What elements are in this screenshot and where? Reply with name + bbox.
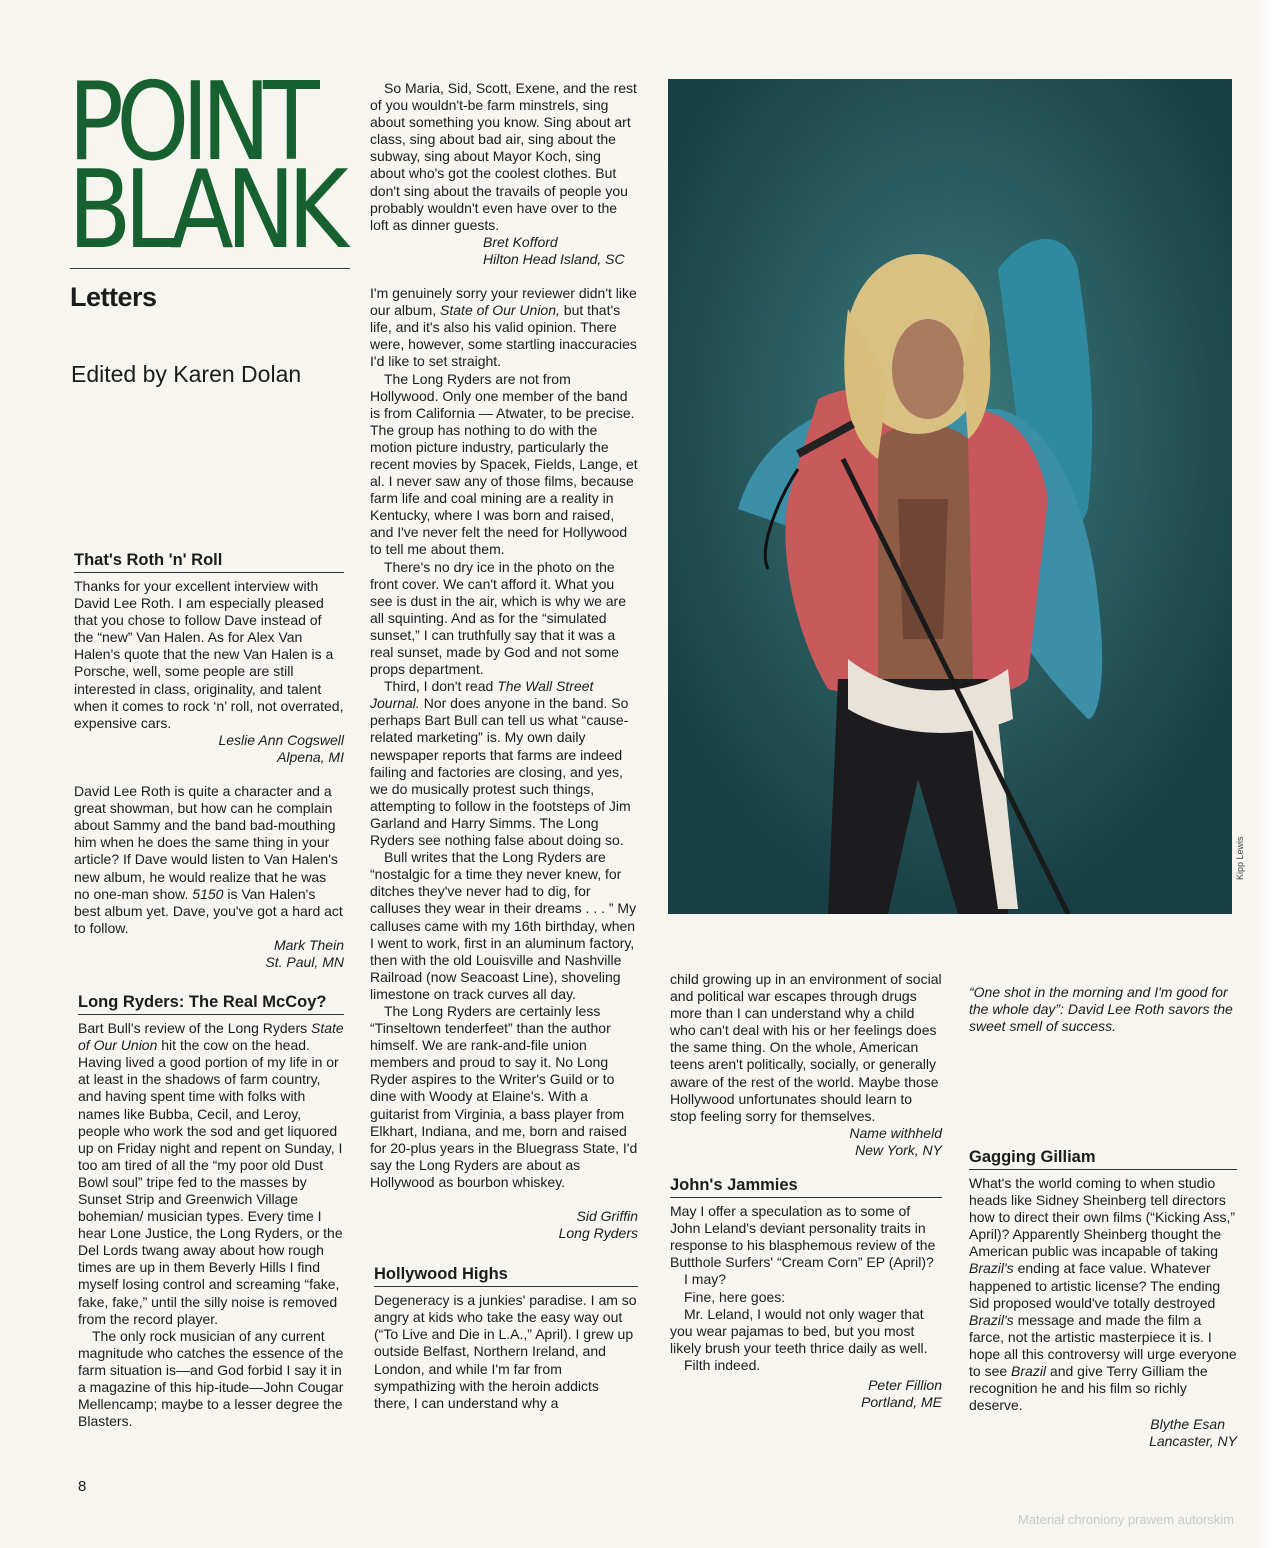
letter-heading: Long Ryders: The Real McCoy? xyxy=(78,992,344,1015)
signature-place: Hilton Head Island, SC xyxy=(483,250,625,267)
copyright-watermark: Materiał chroniony prawem autorskim xyxy=(1018,1512,1235,1527)
letter-paragraph: The Long Ryders are certainly less “Tinseltown tenderfeet” than the author himself. We are rank-and-file union members and proud to say it. No Long Ryder aspires to the Writer's Guild or to dine with Woody at Elaine's. With a guitarist from Virginia, a bass player from Elkhart, Indiana, and me, born and raised for 20-plus years in the Bluegrass State, I'd say the Long Ryders are about as Hollywood as bourbon whiskey. xyxy=(370,1002,638,1190)
signature-name: Blythe Esan xyxy=(1150,1416,1225,1433)
letter-paragraph: Bull writes that the Long Ryders are “nostalgic for a time they never knew, for ditches they've never had to dig, for calluses they wear in their dreams . . . ” My calluses came with my 16th birthday, when I went to work, first in an aluminum factory, then with the old Louisville and Nashville Railroad (now Seacoast Line), shoveling limestone on track curves all day. xyxy=(370,849,637,1002)
signature-place: Alpena, MI xyxy=(277,748,344,765)
editor-credit: Edited by Karen Dolan xyxy=(71,361,302,387)
signature-name: Peter Fillion xyxy=(868,1376,942,1393)
column-2 xyxy=(370,80,638,1412)
signature-name: Sid Griffin xyxy=(576,1208,638,1224)
letter-body: Bart Bull's review of the Long Ryders State of Our Union hit the cow on the head. Having lived a good portion of my life in or at least in the shadows of farm country, and having spent time with folks with names like Bubba, Cecil, and Leroy, people who work the sod and get liquored up on Friday night and repent on Sunday, I too am tired of all the “my poor old Dust Bowl soul” tripe fed to the masses by Sunset Strip and Greenwich Village bohemian/ musician types. Every time I hear Lone Justice, the Long Ryders, or the Del Lords twang away about how rough times are up in them Beverly Hills I find myself losing control and screaming “fake, fake, fake,” until the silly noise is removed from the record player. xyxy=(78,1020,344,1327)
title-point: POINT xyxy=(68,60,313,185)
title-blank: BLANK xyxy=(68,148,341,273)
letter-paragraph: There's no dry ice in the photo on the front cover. We can't afford it. What you see is dust in the air, which is why we are all squinting. And as for the “simulated sunset,” I can truthfully say that it was a real sunset, made by God and not some props department. xyxy=(370,558,627,678)
photo-caption: “One shot in the morning and I'm good for the whole day”: David Lee Roth savors the sweet smell of success. xyxy=(969,984,1233,1035)
letter-paragraph: The only rock musician of any current magnitude who catches the essence of the farm situation is—and God forbid I say it in a magazine of this hip-itude—John Cougar Mellencamp; maybe to a lesser degree the Blasters. xyxy=(78,1327,344,1430)
signature-place: Lancaster, NY xyxy=(1149,1433,1237,1450)
letter-body: David Lee Roth is quite a character and a great showman, but how can he complain about Sammy and the band bad-mouthing him when he does the same thing in your article? If Dave would listen to Van Halen's new album, he would realize that he was no one-man show. 5150 is Van Halen's best album yet. Dave, you've got a hard act to follow. xyxy=(74,783,343,936)
signature-place: Portland, ME xyxy=(861,1394,942,1411)
letter-heading: That's Roth 'n' Roll xyxy=(74,550,344,573)
signature-place: Long Ryders xyxy=(558,1225,638,1242)
letter-heading: Hollywood Highs xyxy=(374,1264,638,1287)
column-4 xyxy=(969,1147,1237,1451)
signature-name: Leslie Ann Cogswell xyxy=(218,731,344,748)
letter-body: child growing up in an environment of social and political war escapes through drugs more than I can understand why a child who can't deal with his or her feelings does the same thing. On the whole, American teens aren't politically, socially, or generally aware of the rest of the world. Maybe those Hollywood unfortunates should learn to stop feeling sorry for themselves. xyxy=(670,971,942,1124)
letter-heading: Gagging Gilliam xyxy=(969,1147,1237,1170)
signature-place: St. Paul, MN xyxy=(265,953,344,970)
letter-paragraph: The Long Ryders are not from Hollywood. Only one member of the band is from California — Atwater, to be precise. The group has nothing to do with the motion picture industry, particularly the recent movies by Spacek, Fields, Lange, et al. I never saw any of those films, because farm life and coal mining are a reality in Kentucky, where I was born and raised, and I've never felt the need for Hollywood to tell me about them. xyxy=(370,370,638,558)
letter-paragraph: Filth indeed. xyxy=(684,1356,761,1373)
letter-body: Degeneracy is a junkies' paradise. I am so angry at kids who take the easy way out (“To Live and Die in L.A.,” April). I grew up outside Belfast, Northern Ireland, and London, and while I'm far from sympathizing with the heroin addicts there, I can understand why a xyxy=(374,1292,637,1411)
photo-credit: Kipp Lewis xyxy=(1235,836,1245,880)
concert-photo xyxy=(668,79,1232,914)
letter-body: What's the world coming to when studio heads like Sidney Sheinberg tell directors how to direct their own films (“Kicking Ass,” April)? Apparently Sheinberg thought the American public was incapable of taking Brazil's ending at face value. Whatever happened to artistic license? The ending Sid proposed would've totally destroyed Brazil's message and made the film a farce, not the artistic masterpiece it is. I hope all this controversy will urge everyone to see Brazil and give Terry Gilliam the recognition he and his film so richly deserve. xyxy=(969,1175,1237,1414)
letter-heading: John's Jammies xyxy=(670,1175,942,1198)
singer-illustration xyxy=(668,79,1232,914)
signature-place: New York, NY xyxy=(855,1141,942,1158)
page-edge xyxy=(1254,0,1280,1548)
column-3 xyxy=(670,971,942,1411)
letter-body: Thanks for your excellent interview with David Lee Roth. I am especially pleased that you chose to follow Dave instead of the “new” Van Halen. As for Alex Van Halen's quote that the new Van Halen is a Porsche, well, some people are still interested in class, originality, and talent when it comes to rock ‘n’ roll, not overrated, expensive cars. xyxy=(74,578,344,731)
signature-name: Name withheld xyxy=(849,1124,942,1141)
title-rule xyxy=(70,268,350,269)
letter-paragraph: Fine, here goes: xyxy=(684,1288,786,1305)
page-number: 8 xyxy=(78,1478,87,1495)
letter-paragraph: I may? xyxy=(684,1271,727,1288)
letter-body: I'm genuinely sorry your reviewer didn't like our album, State of Our Union, but that's life, and it's also his valid opinion. There were, however, some startling inaccuracies I'd like to set straight. xyxy=(370,285,637,370)
column-1 xyxy=(74,550,344,1430)
letter-paragraph: So Maria, Sid, Scott, Exene, and the rest of you wouldn't-be farm minstrels, sing about something you know. Sing about art class, sing about bad air, sing about the subway, sing about Mayor Koch, sing about who's got the coolest clothes. But don't sing about the travails of people you probably wouldn't even have over to the loft as dinner guests. xyxy=(370,80,637,233)
letter-paragraph: Third, I don't read The Wall Street Journal. Nor does anyone in the band. So perhaps Bart Bull can tell us what “cause-related marketing” is. My own daily newspaper reports that farms are indeed failing and factories are closing, and yes, we do musically protest such things, attempting to follow in the footsteps of Jim Garland and Harry Simms. The Long Ryders see nothing false about doing so. xyxy=(370,678,631,849)
letter-body: May I offer a speculation as to some of John Leland's deviant personality traits in response to his blasphemous review of the Butthole Surfers' “Cream Corn” EP (April)? xyxy=(670,1203,936,1271)
signature-name: Mark Thein xyxy=(273,936,344,953)
section-title: Letters xyxy=(70,282,157,312)
signature-name: Bret Kofford xyxy=(483,233,558,250)
letter-paragraph: Mr. Leland, I would not only wager that you wear pajamas to bed, but you most likely brush your teeth thrice daily as well. xyxy=(670,1305,928,1356)
